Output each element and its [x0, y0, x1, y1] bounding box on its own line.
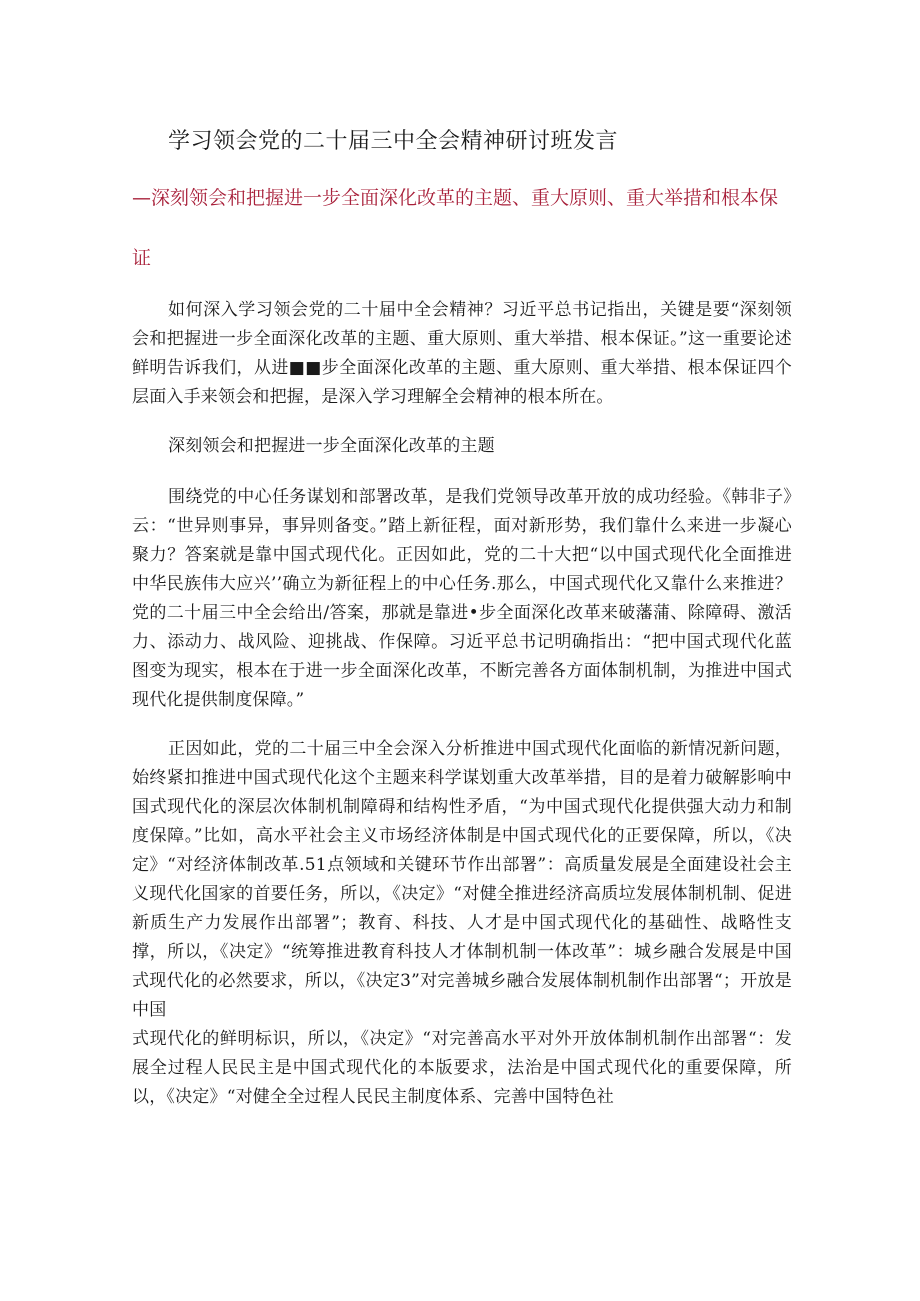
document-body — [132, 296, 792, 1132]
paragraph-plenum-analysis: 正因如此，党的二十届三中全会深入分析推进中国式现代化面临的新情况新问题，始终紧扣推进中国式现代化这个主题来科学谋划重大改革举措，目的是着力破解影响中国式现代化的深层次体制机制障碍和结构性矛盾，“为中国式现代化提供强大动力和制度保障。”比如，高水平社会主义市场经济体制是中国式现代化的正要保障，所以，《决定》“对经济体制改革.51点领域和关键环节作出部署”：高质量发展是全面建设社会主义现代化国家的首要任务，所以，《决定》“对健全推进经济高质垃发展体制机制、促进新质生产力发展作出部署”；教育、科技、人才是中国式现代化的基础性、战略性支撑，所以，《决定》“统筹推进教育科技人才体制机制一体改革”：城乡融合发展是中国式现代化的必然要求，所以，《决定3”对完善城乡融合发展体制机制作出部署“；开放是中国 — [132, 739, 792, 1020]
document-subtitle: —深刻领会和把握进一步全面深化改革的主题、重大原则、重大举措和根本保证 — [132, 187, 779, 269]
paragraph-reform-experience: 围绕党的中心任务谋划和部署改革，是我们党领导改革开放的成功经验。《韩非子》云：“世异则事异，事异则备变。”踏上新征程，面对新形势，我们靠什么来进一步凝心聚力？答案就是靠中国式现代化。正因如此，党的二十大把“以中国式现代化全面推进中华民族伟大应兴’’确立为新征程上的中心任务.那么，中国式现代化又靠什么来推进？党的二十届三中全会给出/答案，那就是靠进•步全面深化改革来破藩蒲、除障碍、激活力、添动力、战风险、迎挑战、作保障。习近平总书记明确指出：“把中国式现代化蓝图变为现实，根本在于进一步全面深化改革，不断完善各方面体制机制，为推进中国式现代化提供制度保障。” — [132, 487, 792, 710]
section-heading: 深刻领会和把握进一步全面深化改革的主题 — [168, 436, 495, 456]
document-title: 学习领会党的二十届三中全会精神研讨班发言 — [168, 129, 619, 154]
paragraph-continuation: 式现代化的鲜明标识，所以，《决定》“对完善高水平对外开放体制机制作出部署“：发展全过程人民民主是中国式现代化的本版要求，法治是中国式现代化的重要保障，所以，《决定》“对健全全过程人民民主制度体系、完善中国特色社 — [132, 1029, 792, 1107]
paragraph-intro: 如何深入学习领会党的二十届中全会精神？习近平总书记指出，关键是要“深刻领会和把握进一步全面深化改革的主题、重大原则、重大举措、根本保证。”这一重要论述鲜明告诉我们，从进■■步全面深化改革的主题、重大原则、重大举措、根本保证四个层面入手来领会和把握，是深入学习理解全会精神的根本所在。 — [132, 300, 792, 407]
